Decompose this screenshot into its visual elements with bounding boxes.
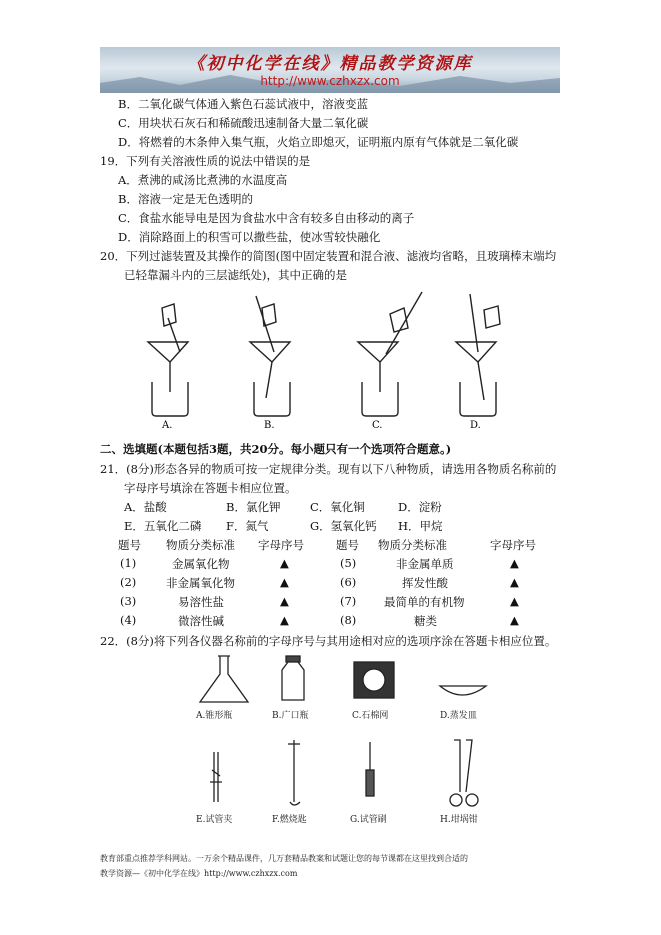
filtration-setup-c bbox=[358, 292, 422, 416]
table-cell: 糖类 bbox=[414, 614, 437, 628]
test-tube-holder-icon bbox=[210, 752, 222, 802]
q21-option: B．氯化钾 bbox=[226, 500, 281, 514]
table-cell: 挥发性酸 bbox=[402, 576, 448, 590]
table-header-cell: 物质分类标准 bbox=[166, 538, 235, 552]
q21-option: H．甲烷 bbox=[398, 519, 443, 533]
answer-marker: ▲ bbox=[510, 613, 519, 627]
q20-stem-2: 已轻靠漏斗内的三层滤纸处)，其中正确的是 bbox=[124, 268, 347, 282]
q19-option-b: B．溶液一定是无色透明的 bbox=[118, 192, 253, 206]
table-header-cell: 字母序号 bbox=[258, 538, 304, 552]
instrument-label: F.燃烧匙 bbox=[272, 815, 307, 825]
figure-label-c: C. bbox=[372, 420, 383, 428]
table-cell: (3) bbox=[120, 594, 137, 608]
table-cell: (7) bbox=[340, 594, 357, 608]
q19-option-a: A．煮沸的咸汤比煮沸的水温度高 bbox=[118, 173, 288, 187]
filtration-setup-a bbox=[148, 304, 188, 416]
table-cell: (1) bbox=[120, 556, 137, 570]
table-cell: (2) bbox=[120, 575, 137, 589]
instrument-label: E.试管夹 bbox=[196, 815, 233, 825]
crucible-tongs-icon bbox=[450, 740, 478, 806]
footer-line-2[interactable]: 教学资源—《初中化学在线》http://www.czhxzx.com bbox=[100, 869, 298, 878]
conical-flask-icon bbox=[200, 656, 248, 702]
instrument-label: C.石棉网 bbox=[352, 711, 389, 721]
table-cell: 微溶性碱 bbox=[178, 614, 224, 628]
table-cell: (5) bbox=[340, 556, 357, 570]
table-cell: 非金属单质 bbox=[396, 557, 454, 571]
answer-marker: ▲ bbox=[280, 613, 289, 627]
q19-stem: 19．下列有关溶液性质的说法中错误的是 bbox=[100, 154, 311, 168]
figure-label-a: A. bbox=[162, 420, 173, 428]
answer-marker: ▲ bbox=[280, 556, 289, 570]
answer-marker: ▲ bbox=[510, 556, 519, 570]
q21-option: E．五氧化二磷 bbox=[124, 519, 202, 533]
combustion-spoon-icon bbox=[288, 740, 300, 805]
filtration-setup-d bbox=[456, 294, 500, 416]
table-header-cell: 题号 bbox=[118, 538, 141, 552]
figure-label-b: B. bbox=[264, 420, 275, 428]
table-cell: 易溶性盐 bbox=[178, 595, 224, 609]
header-banner bbox=[100, 47, 560, 93]
q22-stem: 22．(8分)将下列各仪器名称前的字母序号与其用途相对应的选项序涂在答题卡相应位置。 bbox=[100, 634, 557, 648]
q20-stem-1: 20．下列过滤装置及其操作的简图(图中固定装置和混合液、滤液均省略，且玻璃棒末端均 bbox=[100, 249, 557, 263]
test-tube-brush-icon bbox=[366, 742, 374, 796]
q18-option-c: C．用块状石灰石和稀硫酸迅速制备大量二氧化碳 bbox=[118, 116, 369, 130]
banner-url[interactable]: http://www.czhxzx.com bbox=[260, 74, 400, 88]
asbestos-gauze-icon bbox=[354, 662, 394, 698]
table-cell: 最简单的有机物 bbox=[384, 595, 465, 609]
table-cell: (4) bbox=[120, 613, 137, 627]
q21-option: A．盐酸 bbox=[124, 500, 167, 514]
table-cell: 非金属氧化物 bbox=[166, 576, 235, 590]
answer-marker: ▲ bbox=[510, 594, 519, 608]
wide-mouth-bottle-icon bbox=[282, 656, 304, 700]
answer-marker: ▲ bbox=[510, 575, 519, 589]
instrument-label: D.蒸发皿 bbox=[440, 711, 477, 721]
instrument-label: H.坩埚钳 bbox=[440, 815, 478, 825]
instrument-label: A.锥形瓶 bbox=[196, 711, 233, 721]
filtration-setup-b bbox=[250, 296, 290, 416]
q18-option-d: D．将燃着的木条伸入集气瓶，火焰立即熄灭，证明瓶内原有气体就是二氧化碳 bbox=[118, 135, 519, 149]
table-cell: (6) bbox=[340, 575, 357, 589]
footer-line-1: 教育部重点推荐学科网站。一万余个精品课件，几万套精品教案和试题让您的每节课都在这里找到合适的 bbox=[100, 854, 468, 863]
evaporating-dish-icon bbox=[440, 686, 486, 695]
instrument-label: G.试管刷 bbox=[350, 815, 387, 825]
instrument-label: B.广口瓶 bbox=[272, 711, 309, 721]
q18-option-b: B．二氧化碳气体通入紫色石蕊试液中，溶液变蓝 bbox=[118, 97, 368, 111]
table-cell: (8) bbox=[340, 613, 357, 627]
q21-stem-1: 21．(8分)形态各异的物质可按一定规律分类。现有以下八种物质，请选用各物质名称前的 bbox=[100, 462, 557, 476]
table-cell: 金属氧化物 bbox=[172, 557, 230, 571]
filtration-figure bbox=[140, 288, 530, 428]
table-header-cell: 物质分类标准 bbox=[378, 538, 447, 552]
q21-option: D．淀粉 bbox=[398, 500, 442, 514]
instruments-figure bbox=[190, 652, 520, 842]
q21-option: C．氧化铜 bbox=[310, 500, 365, 514]
figure-label-d: D. bbox=[470, 420, 481, 428]
answer-marker: ▲ bbox=[280, 575, 289, 589]
answer-marker: ▲ bbox=[280, 594, 289, 608]
table-header-cell: 题号 bbox=[336, 538, 359, 552]
q21-option: F．氮气 bbox=[226, 519, 269, 533]
q19-option-d: D．消除路面上的积雪可以撒些盐，使冰雪较快融化 bbox=[118, 230, 381, 244]
banner-title: 《初中化学在线》精品教学资源库 bbox=[187, 54, 473, 74]
table-header-cell: 字母序号 bbox=[490, 538, 536, 552]
section-2-heading: 二、选填题(本题包括3题，共20分。每小题只有一个选项符合题意。) bbox=[100, 442, 452, 456]
q21-option: G．氢氧化钙 bbox=[310, 519, 377, 533]
q19-option-c: C．食盐水能导电是因为食盐水中含有较多自由移动的离子 bbox=[118, 211, 415, 225]
q21-stem-2: 字母序号填涂在答题卡相应位置。 bbox=[124, 481, 297, 495]
